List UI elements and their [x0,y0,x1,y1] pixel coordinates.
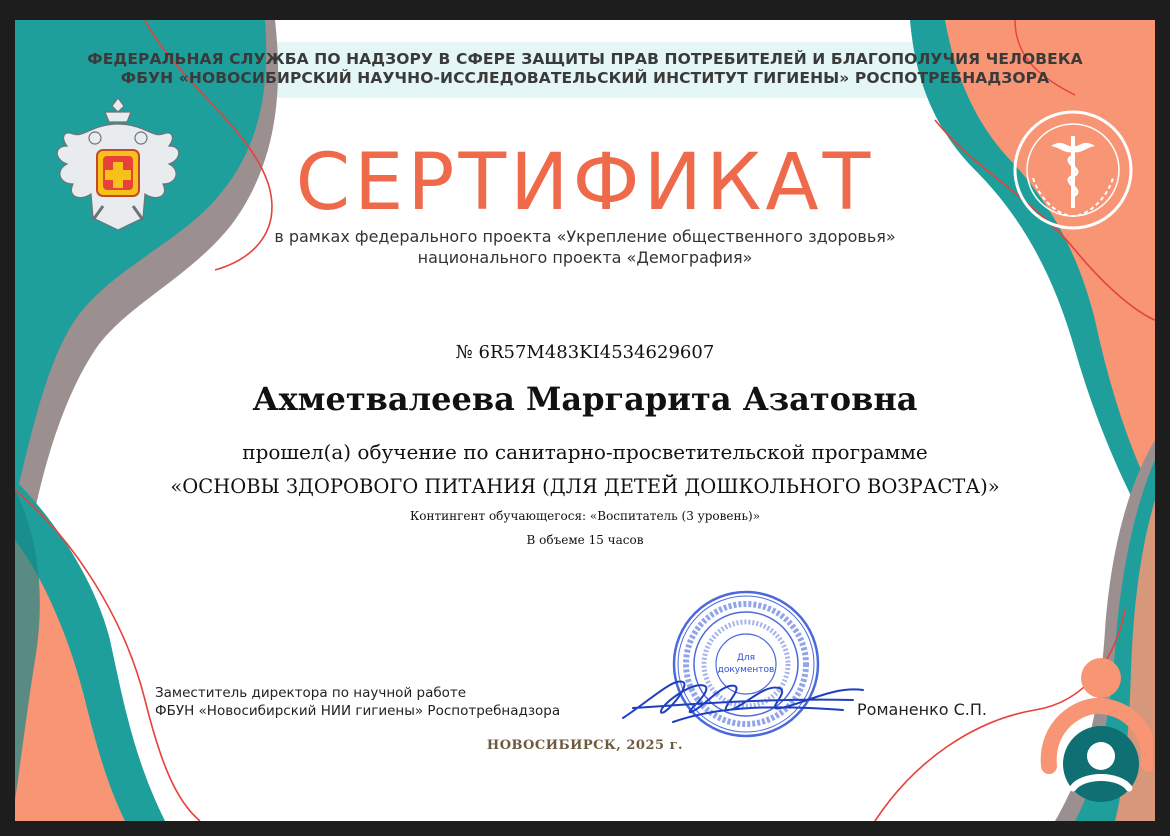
certificate-number: № 6R57M483KI4534629607 [455,342,715,363]
hours-volume-line: В объеме 15 часов [526,533,644,547]
stamp-text-line2: документов [717,665,775,675]
signer-role-line1: Заместитель директора по научной работе [155,685,467,701]
completion-statement: прошел(а) обучение по санитарно-просветительской программе [242,440,928,464]
signer-role-line2: ФБУН «Новосибирский НИИ гигиены» Роспотребнадзора [155,703,561,719]
federal-project-line: в рамках федерального проекта «Укрепление общественного здоровья» [274,227,896,246]
program-title: «ОСНОВЫ ЗДОРОВОГО ПИТАНИЯ (ДЛЯ ДЕТЕЙ ДОШКОЛЬНОГО ВОЗРАСТА)» [170,475,1000,498]
national-project-line: национального проекта «Демография» [417,248,753,267]
header-institute-name: ФБУН «НОВОСИБИРСКИЙ НАУЧНО-ИССЛЕДОВАТЕЛЬСКИЙ ИНСТИТУТ ГИГИЕНЫ» РОСПОТРЕБНАДЗОРА [120,69,1050,87]
header-agency-name: ФЕДЕРАЛЬНАЯ СЛУЖБА ПО НАДЗОРУ В СФЕРЕ ЗАЩИТЫ ПРАВ ПОТРЕБИТЕЛЕЙ И БЛАГОПОЛУЧИЯ ЧЕЛОВЕКА [87,50,1083,68]
person-icon [1039,656,1153,806]
city-year: НОВОСИБИРСК, 2025 г. [486,738,684,753]
stamp-text-line1: Для [736,653,756,663]
handwritten-signature [613,668,873,730]
recipient-name: Ахметвалеева Маргарита Азатовна [252,380,918,418]
certificate-title: СЕРТИФИКАТ [295,138,875,228]
certificate-page [15,20,1155,821]
contingent-line: Контингент обучающегося: «Воспитатель (3 уровень)» [409,509,761,523]
signer-name: Романенко С.П. [857,700,987,719]
